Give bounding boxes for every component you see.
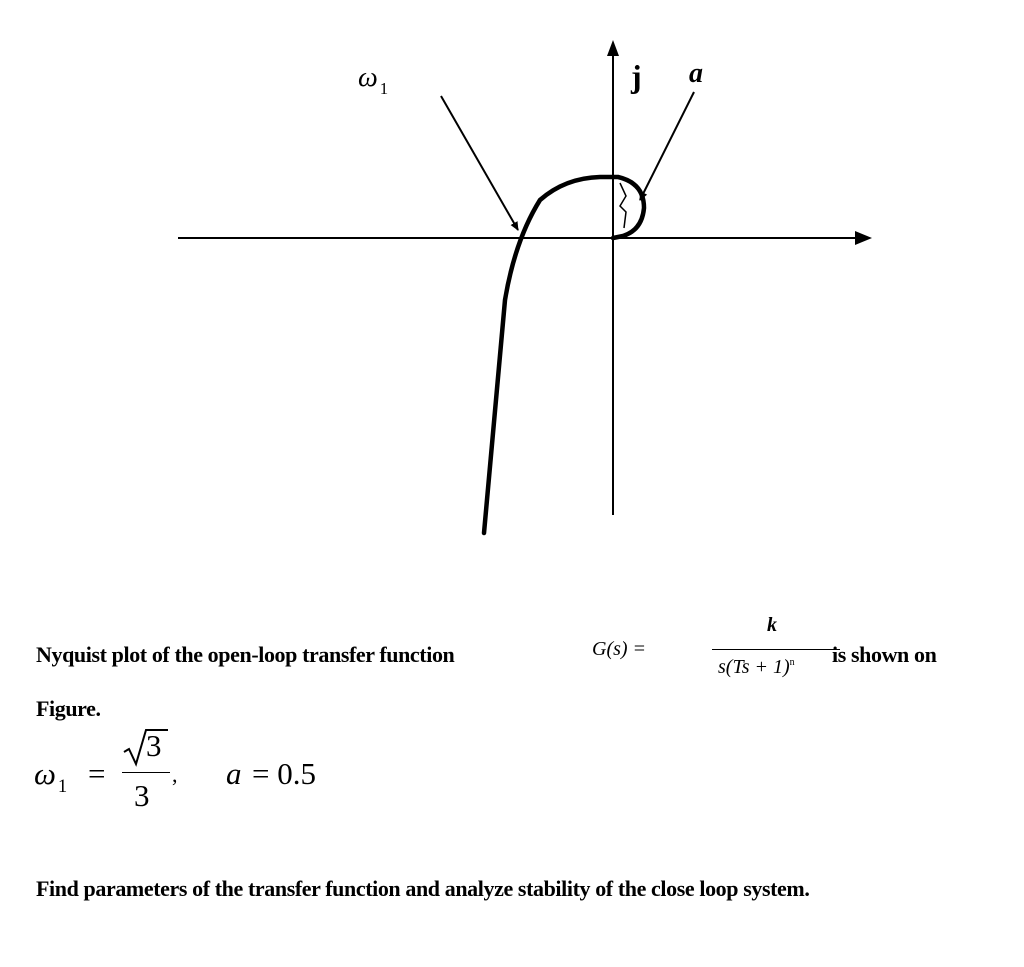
given-parameters xyxy=(34,726,454,826)
omega-pointer-arrow xyxy=(441,96,518,230)
param-omega-symbol: ω $_1$ xyxy=(34,756,68,798)
param-a-value: = 0.5 xyxy=(252,756,316,791)
transfer-function-numerator: k xyxy=(767,614,777,636)
nyquist-curve xyxy=(484,177,644,533)
param-fraction-bar xyxy=(122,772,170,773)
real-axis-arrowhead xyxy=(855,231,872,245)
caption-text-before: Nyquist plot of the open-loop transfer function xyxy=(36,642,455,667)
transfer-function xyxy=(592,612,812,692)
param-a-symbol: a xyxy=(226,756,242,791)
caption-line xyxy=(36,612,996,721)
omega-1-label: ω $_1$ xyxy=(358,62,389,98)
param-denominator: 3 xyxy=(134,778,150,813)
imaginary-axis-label: j xyxy=(631,58,642,94)
param-comma: , xyxy=(172,762,178,787)
imaginary-axis-arrowhead xyxy=(607,40,619,56)
a-point-label: a xyxy=(689,58,703,89)
transfer-function-denominator: $s(Ts + 1)^n$ xyxy=(718,656,795,678)
caption-text-after: is shown on xyxy=(832,642,937,667)
param-equals: = xyxy=(88,756,106,791)
caption-text-line2: Figure. xyxy=(36,696,101,721)
a-pointer-arrow xyxy=(640,92,694,200)
nyquist-inner-detail xyxy=(620,183,626,228)
param-sqrt-radicand: 3 xyxy=(146,728,162,763)
fraction-bar xyxy=(712,649,840,650)
transfer-function-lhs: G(s) = xyxy=(592,638,647,660)
task-statement: Find parameters of the transfer function and analyze stability of the close loop system. xyxy=(36,876,810,901)
sqrt-sign xyxy=(120,728,170,768)
